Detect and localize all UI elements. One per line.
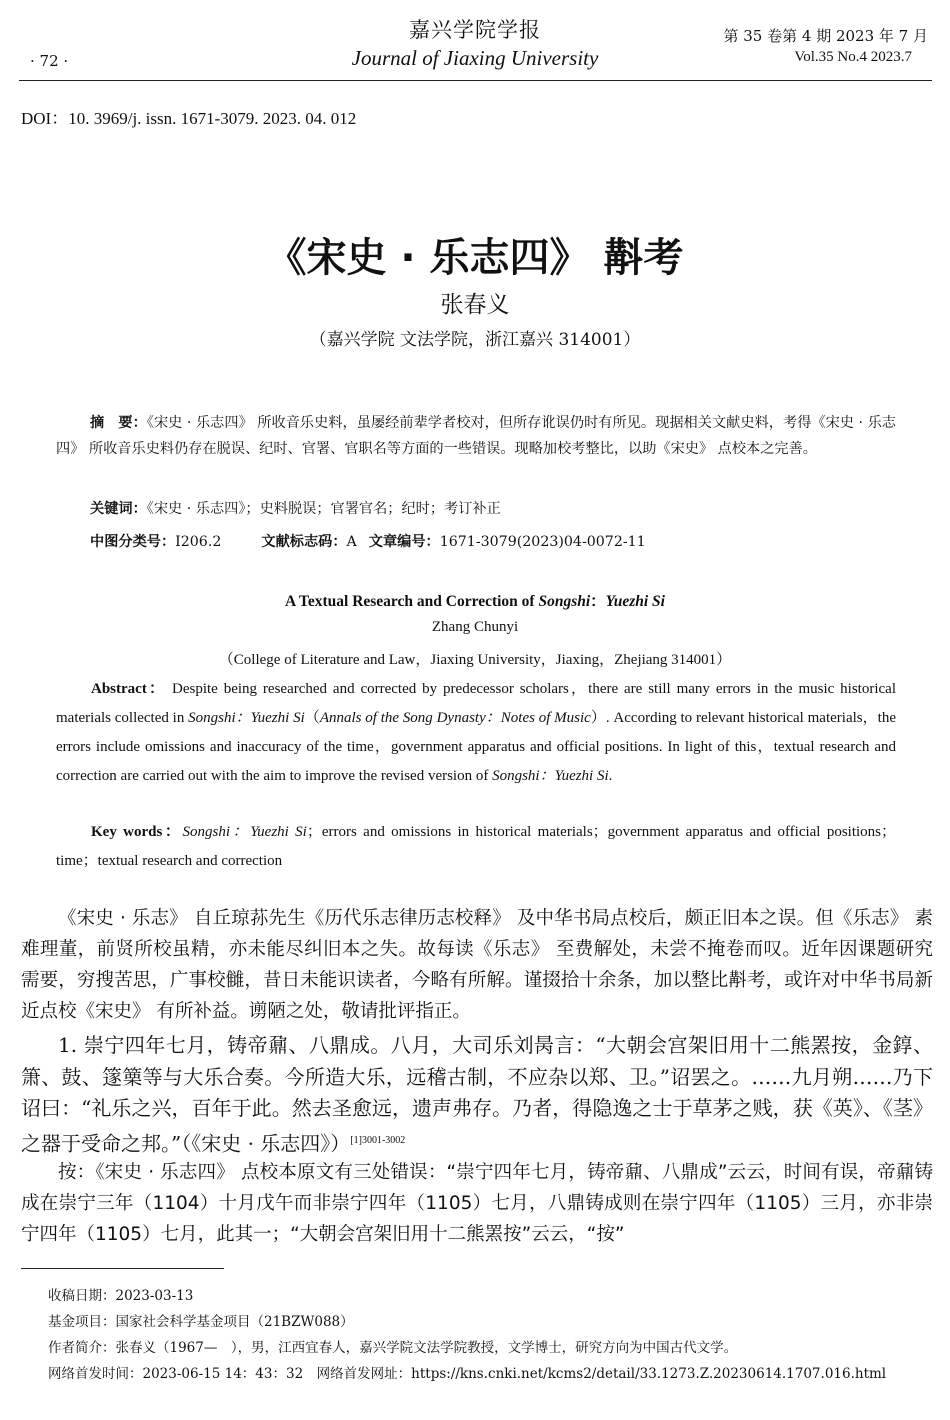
keywords-en-text: ；errors and omissions in historical materials；government apparatus and official positions；time；textual research and correction bbox=[56, 824, 896, 869]
abstract-en-text: （ bbox=[304, 710, 320, 726]
quoted-passage-text: 1. 崇宁四年七月，铸帝鼐、八鼎成。八月，大司乐刘昺言：“大朝会宫架旧用十二熊罴按，金錞、箫、鼓、篴篥等与大乐合奏。今所造大乐，远稽古制，不应杂以郑、卫。”诏罢之。……九月朔……乃下诏曰：“礼乐之兴，百年于此。然去圣愈远，遗声弗存。乃者，得隐逸之士于草茅之贱，获《英》、《茎》 之器于受命之邦。”（《宋史 · 乐志四》） bbox=[21, 1033, 933, 1156]
abstract-en-text: . bbox=[608, 768, 613, 784]
article-number-value: 1671-3079(2023)04-0072-11 bbox=[439, 534, 646, 550]
english-title-italic: Songshi bbox=[538, 593, 591, 610]
footnote-fund: 基金项目：国家社会科学基金项目（21BZW088） bbox=[48, 1314, 354, 1330]
footnote-author-bio: 作者简介：张春义（1967— ），男，江西宜春人，嘉兴学院文法学院教授，文学博士，研究方向为中国古代文学。 bbox=[48, 1340, 738, 1356]
quoted-passage bbox=[21, 1030, 933, 1160]
abstract-cn-text: 《宋史 · 乐志四》 所收音乐史料，虽屡经前辈学者校对，但所存讹误仍时有所见。现据相关文献史料，考得《宋史 · 乐志四》 所收音乐史料仍存在脱误、纪时、官署、官职名等方面的一些错误。现略加校考整比，以助《宋史》 点校本之完善。 bbox=[56, 415, 896, 457]
abstract-en-label: Abstract： bbox=[91, 681, 167, 697]
footnote-online-publish: 网络首发时间：2023-06-15 14：43：32 网络首发网址：https://kns.cnki.net/kcms2/detail/33.1273.Z.20230614.1707.016.html bbox=[48, 1366, 887, 1382]
volume-info-cn: 第 35 卷第 4 期 2023 年 7 月 bbox=[723, 27, 928, 45]
body-paragraph-2: 按：《宋史 · 乐志四》 点校本原文有三处错误：“崇宁四年七月，铸帝鼐、八鼎成”云云，时间有误，帝鼐铸成在崇宁三年（1104）十月戊午而非崇宁四年（1105）七月，八鼎铸成则在崇宁四年（1105）三月，亦非崇宁四年（1105）七月，此其一；“大朝会宫架旧用十二熊罴按”云云，“按” bbox=[21, 1162, 933, 1245]
page-number: · 72 · bbox=[30, 52, 69, 70]
abstract-cn-label: 摘 要： bbox=[90, 415, 147, 431]
english-title-colon: ： bbox=[590, 593, 606, 610]
footnote-received: 收稿日期：2023-03-13 bbox=[48, 1288, 194, 1304]
doc-code-label: 文献标志码： bbox=[261, 534, 347, 550]
abstract-en-text: ）. According to relevant historical materials，the errors include omissions and inaccuracy of the time，government apparatus and official positions. In light of this，textual research and correction are carried out with the aim to improve the revised version of bbox=[56, 710, 896, 784]
author-name: 张春义 bbox=[440, 292, 510, 318]
doc-code-value: A bbox=[346, 534, 357, 550]
volume-info-en: Vol.35 No.4 2023.7 bbox=[794, 49, 912, 65]
keywords-cn-label: 关键词： bbox=[90, 501, 147, 517]
abstract-en-text: Despite being researched and corrected by predecessor scholars，there are still many errors in the music historical materials collected in bbox=[56, 681, 896, 726]
keywords-en-italic: Songshi：Yuezhi Si bbox=[182, 824, 307, 840]
body-paragraph-1: 《宋史 · 乐志》 自丘琼荪先生《历代乐志律历志校释》 及中华书局点校后，颇正旧本之误。但《乐志》 素难理董，前贤所校虽精，亦未能尽纠旧本之失。故每读《乐志》 至费解处，未尝不掩卷而叹。近年因课题研究需要，穷搜苦思，广事校雠，昔日未能识读者，今略有所解。谨掇拾十余条，加以整比斠考，或许对中华书局新近点校《宋史》 有所补益。谫陋之处，敬请批评指正。 bbox=[21, 908, 933, 1022]
abstract-en bbox=[56, 675, 896, 791]
header-rule bbox=[19, 80, 932, 81]
abstract-en-italic: Annals of the Song Dynasty：Notes of Music bbox=[319, 710, 591, 726]
english-title-part: A Textual Research and Correction of bbox=[285, 593, 539, 610]
classification-row bbox=[90, 531, 646, 551]
journal-title-cn: 嘉兴学院学报 bbox=[409, 18, 541, 42]
english-affiliation: （College of Literature and Law，Jiaxing University，Jiaxing，Zhejiang 314001） bbox=[218, 652, 732, 668]
clc-value: I206.2 bbox=[175, 534, 222, 550]
citation-ref: [1]3001-3002 bbox=[350, 1134, 406, 1146]
author-affiliation: （嘉兴学院 文法学院，浙江嘉兴 314001） bbox=[309, 330, 641, 350]
article-title: 《宋史 · 乐志四》 斠考 bbox=[266, 235, 684, 281]
footnote-rule bbox=[21, 1268, 224, 1269]
english-title-italic: Yuezhi Si bbox=[605, 593, 665, 610]
keywords-en bbox=[56, 818, 896, 876]
clc-label: 中图分类号： bbox=[90, 534, 176, 550]
keywords-cn-text: 《宋史 · 乐志四》；史料脱误；官署官名；纪时；考订补正 bbox=[146, 501, 501, 517]
keywords-cn bbox=[90, 498, 501, 518]
article-number-label: 文章编号： bbox=[368, 534, 440, 550]
abstract-cn bbox=[56, 410, 896, 462]
english-title bbox=[0, 589, 950, 611]
english-author: Zhang Chunyi bbox=[431, 619, 519, 635]
abstract-en-italic: Songshi：Yuezhi Si bbox=[492, 768, 609, 784]
abstract-en-italic: Songshi：Yuezhi Si bbox=[188, 710, 305, 726]
keywords-en-label: Key words： bbox=[91, 824, 183, 840]
journal-title-en: Journal of Jiaxing University bbox=[351, 46, 599, 70]
doi: DOI：10. 3969/j. issn. 1671-3079. 2023. 04. 012 bbox=[21, 109, 357, 128]
